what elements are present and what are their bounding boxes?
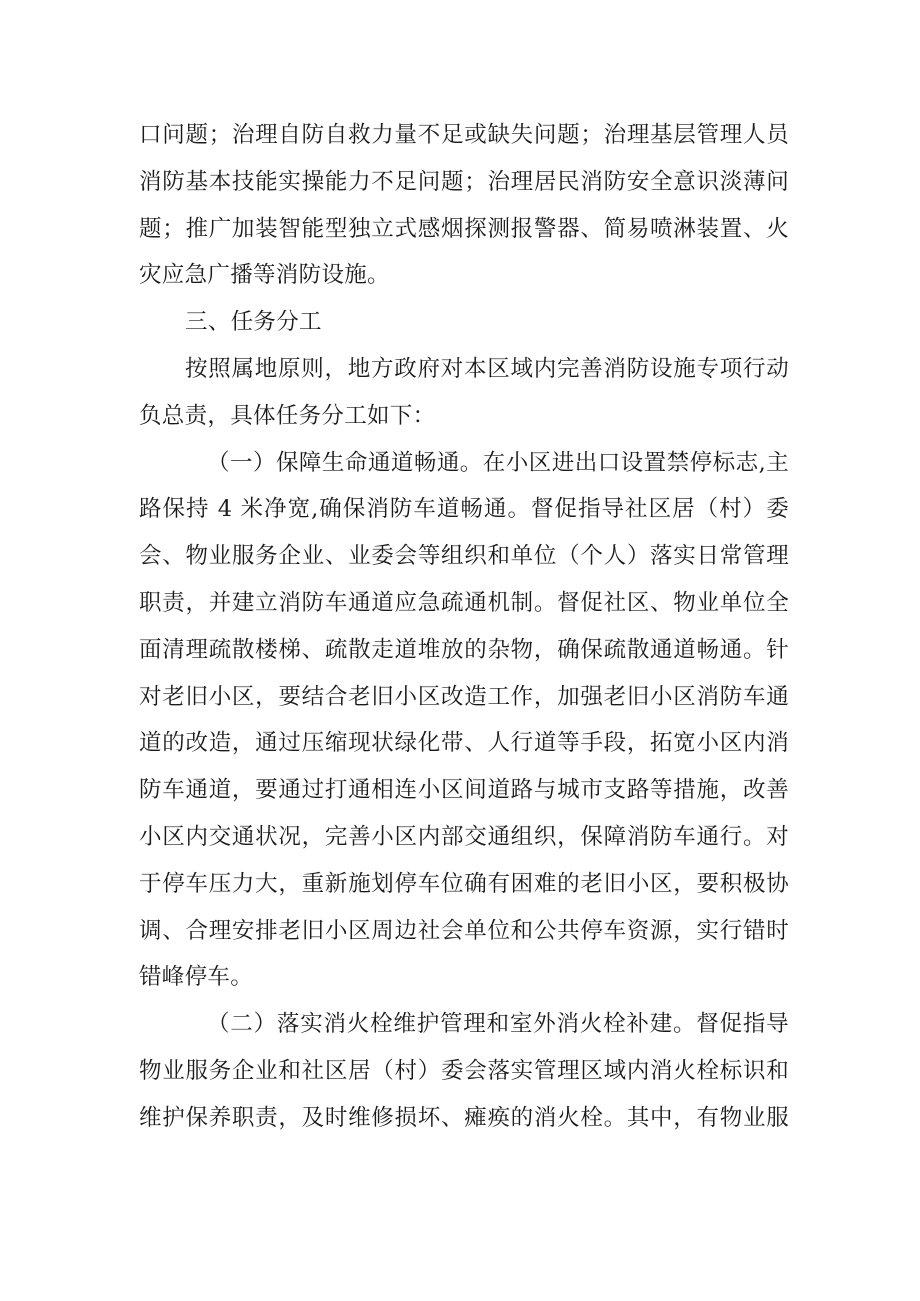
- paragraph-line: 调、合理安排老旧小区周边社会单位和公共停车资源，实行错时: [139, 917, 789, 944]
- paragraph-line: 口问题；治理自防自救力量不足或缺失问题；治理基层管理人员: [139, 122, 789, 148]
- paragraph-line: 职责，并建立消防车通道应急疏通机制。督促社区、物业单位全: [139, 589, 789, 616]
- paragraph-line: 面清理疏散楼梯、疏散走道堆放的杂物，确保疏散通道畅通。针: [139, 636, 789, 663]
- paragraph-line: 物业服务企业和社区居（村）委会落实管理区域内消火栓标识和: [139, 1057, 789, 1084]
- paragraph-line: 对老旧小区，要结合老旧小区改造工作，加强老旧小区消防车通: [139, 683, 789, 710]
- paragraph-line: 会、物业服务企业、业委会等组织和单位（个人）落实日常管理: [139, 543, 789, 570]
- subsection-heading-line: （二）落实消火栓维护管理和室外消火栓补建。督促指导: [207, 1011, 789, 1038]
- paragraph-line: 维护保养职责，及时维修损坏、瘫痪的消火栓。其中，有物业服: [139, 1104, 789, 1131]
- paragraph-line: 题；推广加装智能型独立式感烟探测报警器、简易喷淋装置、火: [139, 215, 789, 242]
- paragraph-line: 小区内交通状况，完善小区内部交通组织，保障消防车通行。对: [139, 823, 789, 850]
- paragraph-line: 按照属地原则，地方政府对本区域内完善消防设施专项行动: [185, 355, 789, 382]
- paragraph-line: 路保持 4 米净宽,确保消防车道畅通。督促指导社区居（村）委: [139, 496, 789, 523]
- paragraph-line: 道的改造，通过压缩现状绿化带、人行道等手段，拓宽小区内消: [139, 730, 789, 757]
- paragraph-line: 灾应急广播等消防设施。: [139, 262, 390, 289]
- paragraph-line: 防车通道，要通过打通相连小区间道路与城市支路等措施，改善: [139, 777, 789, 804]
- paragraph-line: 负总责，具体任务分工如下：: [139, 402, 436, 429]
- paragraph-line: 错峰停车。: [139, 964, 254, 991]
- subsection-heading-line: （一）保障生命通道畅通。在小区进出口设置禁停标志,主: [207, 449, 789, 476]
- section-heading: 三、任务分工: [185, 309, 322, 336]
- document-body: [139, 112, 789, 1142]
- paragraph-line: 消防基本技能实操能力不足问题；治理居民消防安全意识淡薄问: [139, 168, 789, 195]
- paragraph-line: 于停车压力大，重新施划停车位确有困难的老旧小区，要积极协: [139, 870, 789, 897]
